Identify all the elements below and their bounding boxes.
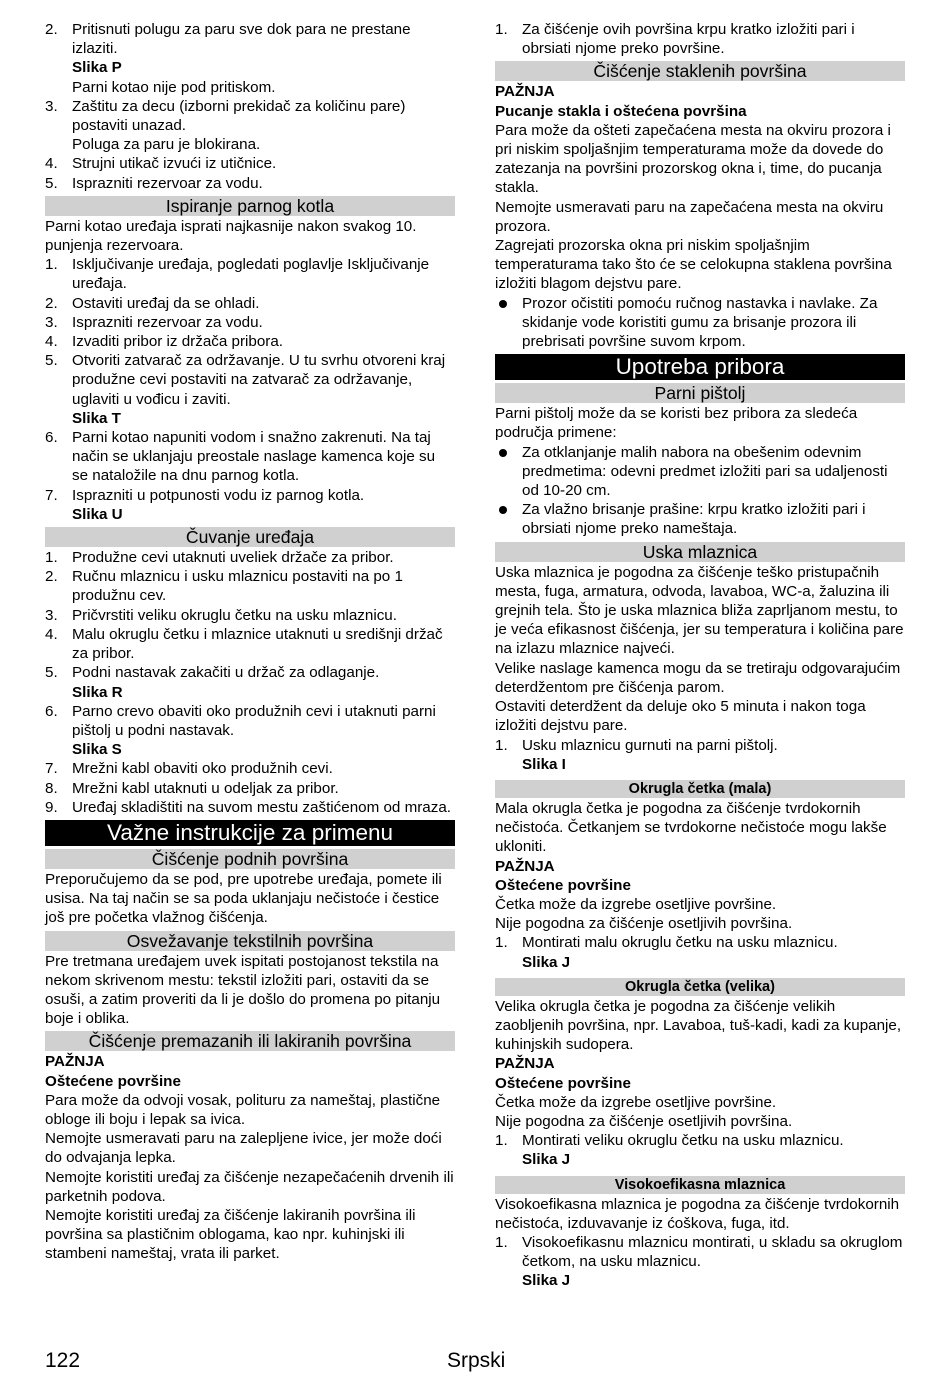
section-heading: Ispiranje parnog kotla <box>45 196 455 216</box>
paragraph: Zagrejati prozorska okna pri niskim spoljašnjim temperaturama tako što će se celokupna staklena površina izložiti blagom dejstvu pare. <box>495 237 892 293</box>
paragraph: Nije pogodna za čišćenje osetljivih površina. <box>495 1112 793 1130</box>
page-number: 122 <box>45 1349 81 1372</box>
figure-ref: Slika J <box>522 953 571 971</box>
section-heading: Uska mlaznica <box>495 542 905 562</box>
chapter-heading: Upotreba pribora <box>495 354 905 380</box>
list-item: 4. Strujni utikač izvući iz utičnice. <box>45 155 277 173</box>
paragraph: Ostaviti deterdžent da deluje oko 5 minuta i nakon toga izložiti dejstvu pare. <box>495 698 866 735</box>
paragraph: Velike naslage kamenca mogu da se tretiraju odgovarajućim deterdžentom pre čišćenja parom. <box>495 659 901 696</box>
list-item: 5. Podni nastavak zakačiti u držač za odlaganje. Slika R <box>45 663 455 701</box>
paragraph: Pre tretmana uređajem uvek ispitati postojanost tekstila na nekom skrivenom mestu: tekstil izložiti pari, ostaviti da se osuši, a zatim proveriti da li je došlo do promena po pitanju boje i oblika. <box>45 952 441 1028</box>
figure-ref: Slika S <box>72 741 122 759</box>
subsection-heading: Okrugla četka (mala) <box>495 780 905 798</box>
list-item: 1. Isključivanje uređaja, pogledati poglavlje Isključivanje uređaja. <box>45 256 430 293</box>
list-item: 1. Usku mlaznicu gurnuti na parni pištolj. Slika I <box>495 736 905 774</box>
paragraph: Nemojte usmeravati paru na zapečaćena mesta na okviru prozora. <box>495 198 884 235</box>
warning-label: PAŽNJA <box>495 857 555 875</box>
list-item: 3. Zaštitu za decu (izborni prekidač za količinu pare) postaviti unazad. Poluga za paru je blokirana. <box>45 97 406 154</box>
list-item: 4. Izvaditi pribor iz držača pribora. <box>45 333 284 351</box>
footer-language: Srpski <box>447 1349 506 1372</box>
figure-ref: Slika P <box>72 59 122 77</box>
figure-ref: Slika T <box>72 409 121 427</box>
list-item: 5. Otvoriti zatvarač za održavanje. U tu svrhu otvoreni kraj produžne cevi postaviti na zatvarač za održavanje, uglaviti u vođicu i zaviti. Slika T <box>45 351 455 428</box>
figure-ref: Slika U <box>72 505 123 523</box>
paragraph: Preporučujemo da se pod, pre upotrebe uređaja, pomete ili usisa. Na taj način se sa poda uklanjaju nečistoće i čestice još pre početka vlažnog čišćenja. <box>45 870 442 927</box>
section-heading: Osvežavanje tekstilnih površina <box>45 931 455 951</box>
left-column <box>45 20 455 1264</box>
warning-label: PAŽNJA <box>45 1053 105 1071</box>
list-item: 1. Produžne cevi utaknuti uveliek držače za pribor. <box>45 549 394 567</box>
subsection-heading: Okrugla četka (velika) <box>495 978 905 996</box>
paragraph: Nemojte usmeravati paru na zalepljene ivice, jer može doći do odvajanja lepka. <box>45 1130 442 1167</box>
list-item: 5. Isprazniti rezervoar za vodu. <box>45 174 263 192</box>
right-column <box>495 20 905 1291</box>
paragraph: Velika okrugla četka je pogodna za čišćenje velikih zaobljenih površina, npr. Lavaboa, tuš-kadi, kadi za kupanje, kuhinjskih sudopera. <box>495 997 902 1054</box>
section-heading: Čuvanje uređaja <box>45 527 455 547</box>
paragraph: Nemojte koristiti uređaj za čišćenje lakiranih površina ili površina sa plastičnim oblogama, kao npr. kuhinjski ili stambeni nameštaj, vrata ili parket. <box>45 1206 416 1263</box>
paragraph: Visokoefikasna mlaznica je pogodna za čišćenje tvrdokornih nečistoća, izduvavanje iz ćoškova, fuga, itd. <box>495 1195 900 1232</box>
bullet-icon <box>495 443 522 501</box>
bullet-item: Za vlažno brisanje prašine: krpu kratko izložiti pari i obrsiati njome preko nameštaja. <box>495 500 905 538</box>
list-item: 8. Mrežni kabl utaknuti u odeljak za pribor. <box>45 779 339 797</box>
paragraph: Četka može da izgrebe osetljive površine. <box>495 1093 777 1111</box>
list-item: 9. Uređaj skladištiti na suvom mestu zaštićenom od mraza. <box>45 798 451 816</box>
paragraph: Uska mlaznica je pogodna za čišćenje teško pristupačnih mesta, fuga, armatura, odvoda, lavaboa, WC-a, žaluzina ili grejnih tela. Što je uska mlaznica bliža zaprljanom mestu, to je veća efikasnost čišćenja, jer su temperatura i količina pare na izlazu mlaznice najveći. <box>495 563 904 658</box>
list-item: 7. Mrežni kabl obaviti oko produžnih cevi. <box>45 760 333 778</box>
list-item: 1. Montirati veliku okruglu četku na usku mlaznicu. Slika J <box>495 1131 905 1169</box>
list-item: 6. Parni kotao napuniti vodom i snažno zakrenuti. Na taj način se uklanjaju preostale naslage kamenca koje su se nataložile na dnu parnog kotla. <box>45 429 436 485</box>
list-item: 1. Visokoefikasnu mlaznicu montirati, u skladu sa okruglom četkom, na usku mlaznicu. Slika J <box>495 1233 905 1291</box>
warning-label: PAŽNJA <box>495 1055 555 1073</box>
figure-ref: Slika J <box>522 1272 571 1290</box>
paragraph: Para može da ošteti zapečaćena mesta na okviru prozora i pri niskim spoljašnjim temperaturama može da dovede do zatezanja na površini prozorskog okna i, time, do pucanja stakla. <box>495 121 891 197</box>
paragraph: Parni pištolj može da se koristi bez pribora za sledeća područja primene: <box>495 405 858 442</box>
paragraph: Četka može da izgrebe osetljive površine. <box>495 895 777 913</box>
figure-ref: Slika J <box>522 1151 571 1169</box>
list-item: 1. Za čišćenje ovih površina krpu kratko izložiti pari i obrsiati njome preko površine. <box>495 21 855 58</box>
bullet-item: Za otklanjanje malih nabora na obešenim odevnim predmetima: odevni predmet izložiti pari sa udaljenosti od 10-20 cm. <box>495 443 905 501</box>
section-heading: Čišćenje staklenih površina <box>495 61 905 81</box>
warning-label: PAŽNJA <box>495 83 555 101</box>
warning-subtitle: Oštećene površine <box>495 876 631 894</box>
list-item: 2. Ostaviti uređaj da se ohladi. <box>45 294 260 312</box>
list-item: 7. Isprazniti u potpunosti vodu iz parnog kotla. Slika U <box>45 486 455 524</box>
page-footer <box>45 1348 905 1374</box>
bullet-icon <box>495 294 522 352</box>
paragraph: Nije pogodna za čišćenje osetljivih površina. <box>495 915 793 933</box>
bullet-icon <box>495 500 522 538</box>
chapter-heading: Važne instrukcije za primenu <box>45 820 455 846</box>
section-heading: Čišćenje premazanih ili lakiranih površina <box>45 1031 455 1051</box>
list-item: 4. Malu okruglu četku i mlaznice utaknuti u središnji držač za pribor. <box>45 625 443 663</box>
paragraph: Parni kotao uređaja isprati najkasnije nakon svakog 10. punjenja rezervoara. <box>45 217 417 255</box>
figure-ref: Slika I <box>522 755 566 773</box>
list-item: 3. Isprazniti rezervoar za vodu. <box>45 313 263 331</box>
section-heading: Čišćenje podnih površina <box>45 849 455 869</box>
list-item: 2. Ručnu mlaznicu i usku mlaznicu postaviti na po 1 produžnu cev. <box>45 568 403 605</box>
paragraph: Para može da odvoji vosak, polituru za nameštaj, plastične obloge ili boju i lepak sa ivica. <box>45 1091 441 1128</box>
paragraph: Mala okrugla četka je pogodna za čišćenje tvrdokornih nečistoća. Četkanjem se tvrdokorne nečistoće mogu lakše ukloniti. <box>495 799 887 856</box>
list-item: 2. Pritisnuti polugu za paru sve dok para ne prestane izlaziti. Slika P Parni kotao nije pod pritiskom. <box>45 20 455 97</box>
warning-subtitle: Pucanje stakla i oštećena površina <box>495 102 747 120</box>
figure-ref: Slika R <box>72 683 123 701</box>
list-item: 1. Montirati malu okruglu četku na usku mlaznicu. Slika J <box>495 933 905 971</box>
subsection-heading: Visokoefikasna mlaznica <box>495 1176 905 1194</box>
bullet-item: Prozor očistiti pomoću ručnog nastavka i navlake. Za skidanje vode koristiti gumu za brisanje prozora ili prebrisati površine suvom krpom. <box>495 294 905 352</box>
section-heading: Parni pištolj <box>495 383 905 403</box>
warning-subtitle: Oštećene površine <box>495 1074 631 1092</box>
list-item: 6. Parno crevo obaviti oko produžnih cevi i utaknuti parni pištolj u podni nastavak. Slika S <box>45 702 455 760</box>
paragraph: Nemojte koristiti uređaj za čišćenje nezapečaćenih drvenih ili parketnih podova. <box>45 1168 454 1205</box>
warning-subtitle: Oštećene površine <box>45 1072 181 1090</box>
list-item: 3. Pričvrstiti veliku okruglu četku na usku mlaznicu. <box>45 606 397 624</box>
